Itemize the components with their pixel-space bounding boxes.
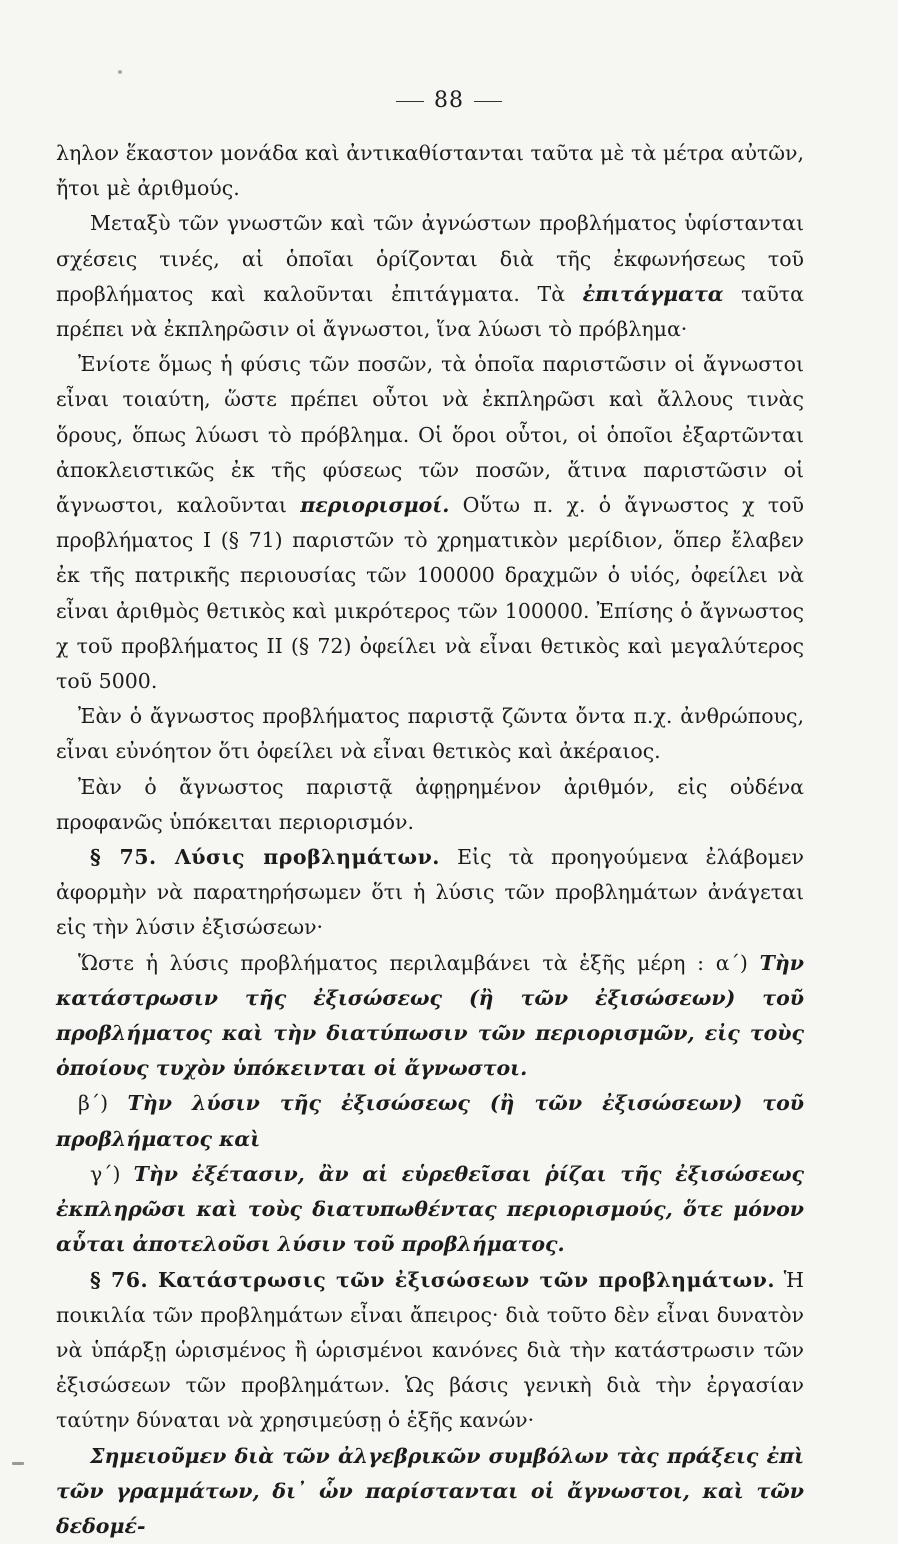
header-dash-left [396,101,424,102]
page-speck [118,70,122,74]
paragraph-8: γ΄) Τὴν ἐξέτασιν, ἂν αἱ εὑρεθεῖσαι ῥίζαι τῆς ἐξισώσεως ἐκπληρῶσι καὶ τοὺς διατυπωθέντας περιορισμούς, ὅτε μόνον αὗται ἀποτελοῦσι λύσιν τοῦ προβλήματος. [56,1161,804,1257]
paragraph-1: ληλον ἕκαστον μονάδα καὶ ἀντικαθίστανται ταῦτα μὲ τὰ μέτρα αὐτῶν, ἤτοι μὲ ἀριθμούς. [56,141,804,201]
section-76: § 76. Κατάστρωσις τῶν ἐξισώσεων τῶν προβλημάτων. Ἡ ποικιλία τῶν προβλημάτων εἶναι ἄπειρος· διὰ τοῦτο δὲν εἶναι δυνατὸν νὰ ὑπάρξῃ ὡρισμένος ἢ ὡρισμένοι κανόνες διὰ τὴν κατάστρωσιν τῶν ἐξισώσεων τῶν προβλημάτων. Ὡς βάσις γενικὴ διὰ τὴν ἐργασίαν ταύτην δύναται νὰ χρησιμεύσῃ ὁ ἑξῆς κανών· [56,1267,804,1433]
section-75: § 75. Λύσις προβλημάτων. Εἰς τὰ προηγούμενα ἐλάβομεν ἀφορμὴν νὰ παρατηρήσωμεν ὅτι ἡ λύσις τῶν προβλημάτων ἀνάγεται εἰς τὴν λύσιν ἐξισώσεων· [56,845,804,940]
paragraph-6: Ὥστε ἡ λύσις προβλήματος περιλαμβάνει τὰ ἑξῆς μέρη : α΄) Τὴν κατάστρωσιν τῆς ἐξισώσεως (ἢ τῶν ἐξισώσεων) τοῦ προβλήματος καὶ τὴν διατύπωσιν τῶν περιορισμῶν, εἰς τοὺς ὁποίους τυχὸν ὑπόκεινται οἱ ἄγνωστοι. [56,950,804,1081]
paragraph-4: Ἐὰν ὁ ἄγνωστος προβλήματος παριστᾷ ζῶντα ὄντα π.χ. ἀνθρώπους, εἶναι εὐνόητον ὅτι ὀφείλει νὰ εἶναι θετικὸς καὶ ἀκέραιος. [56,704,804,764]
paragraph-5: Ἐὰν ὁ ἄγνωστος παριστᾷ ἀφῃρημένον ἀριθμόν, εἰς οὐδένα προφανῶς ὑπόκειται περιορισμόν. [56,774,804,834]
emphasis-rule: Σημειοῦμεν διὰ τῶν ἀλγεβρικῶν συμβόλων τὰς πράξεις ἐπὶ τῶν γραμμάτων, δι᾽ ὧν παρίστανται οἱ ἄγνωστοι, καὶ τῶν δεδομέ- [56,1443,804,1538]
section-76-title: § 76. Κατάστρωσις τῶν ἐξισώσεων τῶν προβλημάτων. [90,1267,775,1292]
emphasis-part-a: Τὴν κατάστρωσιν τῆς ἐξισώσεως (ἢ τῶν ἐξισώσεων) τοῦ προβλήματος καὶ τὴν διατύπωσιν τῶν περιορισμῶν, εἰς τοὺς ὁποίους τυχὸν ὑπόκεινται οἱ ἄγνωστοι. [56,950,804,1081]
page-number: 88 [434,88,464,113]
paragraph-3: Ἐνίοτε ὅμως ἡ φύσις τῶν ποσῶν, τὰ ὁποῖα παριστῶσιν οἱ ἄγνωστοι εἶναι τοιαύτη, ὥστε πρέπει οὗτοι νὰ ἐκπληρῶσι καὶ ἄλλους τινὰς ὅρους, ὅπως λύωσι τὸ πρόβλημα. Οἱ ὅροι οὗτοι, οἱ ὁποῖοι ἐξαρτῶνται ἀποκλειστικῶς ἐκ τῆς φύσεως τῶν ποσῶν, ἅτινα παριστῶσιν οἱ ἄγνωστοι, καλοῦνται περιορισμοί. Οὕτω π. χ. ὁ ἄγνωστος χ τοῦ προβλήματος I (§ 71) παριστῶν τὸ χρηματικὸν μερίδιον, ὅπερ ἔλαβεν ἐκ τῆς πατρικῆς περιουσίας τῶν 100000 δραχμῶν ὁ υἱός, ὀφείλει νὰ εἶναι ἀριθμὸς θετικὸς καὶ μικρότερος τῶν 100000. Ἐπίσης ὁ ἄγνωστος χ τοῦ προβλήματος II (§ 72) ὀφείλει νὰ εἶναι θετικὸς καὶ μεγαλύτερος τοῦ 5000. [56,352,804,694]
page-body [56,136,804,1544]
page-header [0,88,898,113]
page-speck-bottom [12,1462,24,1465]
emphasis-part-c: Τὴν ἐξέτασιν, ἂν αἱ εὑρεθεῖσαι ῥίζαι τῆς ἐξισώσεως ἐκπληρῶσι καὶ τοὺς διατυπωθέντας περιορισμούς, ὅτε μόνον αὗται ἀποτελοῦσι λύσιν τοῦ προβλήματος. [56,1161,804,1257]
section-75-title: § 75. Λύσις προβλημάτων. [90,845,440,870]
emphasis-epitagmata: ἐπιτάγματα [582,281,724,306]
emphasis-part-b: Τὴν λύσιν τῆς ἐξισώσεως (ἢ τῶν ἐξισώσεων) τοῦ προβλήματος καὶ [56,1091,804,1151]
emphasis-periorismoi: περιορισμοί. [300,493,450,518]
paragraph-2: Μεταξὺ τῶν γνωστῶν καὶ τῶν ἀγνώστων προβλήματος ὑφίστανται σχέσεις τινές, αἱ ὁποῖαι ὁρίζονται διὰ τῆς ἐκφωνήσεως τοῦ προβλήματος καὶ καλοῦνται ἐπιτάγματα. Τὰ ἐπιτάγματα ταῦτα πρέπει νὰ ἐκπληρῶσιν οἱ ἄγνωστοι, ἵνα λύωσι τὸ πρόβλημα· [56,211,804,342]
header-dash-right [474,101,502,102]
paragraph-9 [56,1439,804,1544]
paragraph-7: β΄) Τὴν λύσιν τῆς ἐξισώσεως (ἢ τῶν ἐξισώσεων) τοῦ προβλήματος καὶ [56,1091,804,1151]
